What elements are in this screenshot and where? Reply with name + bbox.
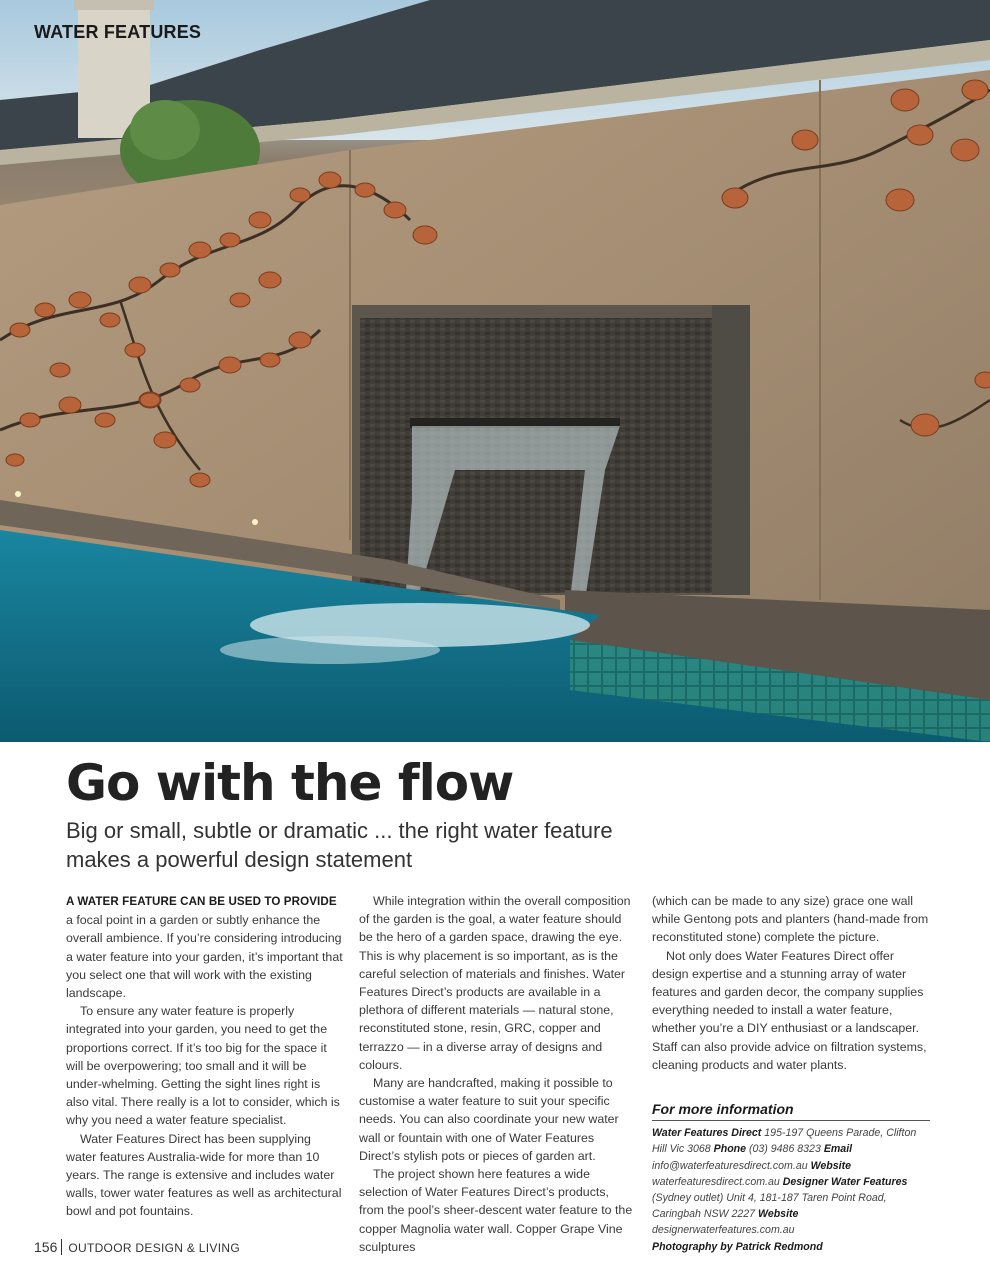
paragraph: While integration within the overall composition of the garden is the goal, a water feature should be the hero of a garden space, drawing the eye. This is why placement is so important, as is the careful selection of materials and finishes. Water Features Direct’s products are available in a plethora of different materials — natural stone, reconstituted stone, resin, GRC, copper and terrazzo — in a diverse array of designs and colours. <box>359 894 631 1072</box>
page-footer <box>34 1239 240 1255</box>
second-company-name: Designer Water Features <box>782 1175 908 1188</box>
paragraph: The project shown here features a wide selection of Water Features Direct’s products, from the pool’s sheer-descent water feature to the copper Magnolia water wall. Copper Grape Vine sculptures <box>359 1167 633 1254</box>
second-company-address: (Sydney outlet) Unit 4, 181-187 Taren Point Road, Caringbah NSW 2227 <box>652 1192 887 1221</box>
lead-in-caps: A WATER FEATURE CAN BE USED TO PROVIDE <box>66 895 337 908</box>
body-column-2 <box>359 892 637 1256</box>
paragraph: Many are handcrafted, making it possible to customise a water feature to suit your specific needs. You can also coordinate your new water wall or fountain with one of Water Features Direct’s stylish pots or pieces of garden art. <box>359 1076 619 1163</box>
magazine-name: OUTDOOR DESIGN & LIVING <box>68 1241 240 1255</box>
photo-credit: Photography by Patrick Redmond <box>652 1240 823 1253</box>
website-url: waterfeaturesdirect.com.au <box>652 1175 780 1188</box>
email-label: Email <box>823 1143 853 1156</box>
paragraph: To ensure any water feature is properly integrated into your garden, you need to get the proportions correct. If it’s too big for the space it will be overpowering; too small and it will be under-whelming. Getting the sight lines right is also vital. There really is a lot to consider, which is why you need a water feature specialist. <box>66 1004 340 1128</box>
info-box-contacts <box>652 1125 930 1255</box>
paragraph: (which can be made to any size) grace one wall while Gentong pots and planters (hand-made from reconstituted stone) complete the picture. <box>652 894 929 945</box>
email-address: info@waterfeaturesdirect.com.au <box>652 1159 808 1172</box>
company-name: Water Features Direct <box>652 1127 762 1140</box>
page-number: 156 <box>34 1239 58 1255</box>
article-headline: Go with the flow <box>66 754 514 812</box>
section-tag: WATER FEATURES <box>34 22 202 42</box>
body-column-1 <box>66 892 344 1221</box>
website-label: Website <box>810 1159 851 1172</box>
article-standfirst: Big or small, subtle or dramatic ... the right water feature makes a powerful design statement <box>66 818 613 872</box>
website-url: designerwaterfeatures.com.au <box>652 1224 795 1237</box>
body-column-3 <box>652 892 930 1255</box>
phone-number: (03) 9486 8323 <box>748 1143 821 1156</box>
paragraph-text: a focal point in a garden or subtly enhance the overall ambience. If you’re considering introducing a water feature into your garden, it’s important that you select one that will work with the existing landscape. <box>66 913 343 1001</box>
phone-label: Phone <box>713 1143 747 1156</box>
info-box-heading: For more information <box>652 1100 930 1121</box>
paragraph: Water Features Direct has been supplying water features Australia-wide for more than 10 years. The range is extensive and includes water walls, tower water features as well as architectural bowl and pot fountains. <box>66 1131 342 1219</box>
footer-divider <box>61 1239 62 1255</box>
paragraph <box>66 892 344 1002</box>
company-address: 195-197 Queens Parade, Clifton Hill Vic 3068 <box>652 1127 917 1156</box>
paragraph: Not only does Water Features Direct offer design expertise and a stunning array of water features and garden decor, the company supplies everything needed to install a water feature, whether you’re a DIY enthusiast or a landscaper. Staff can also provide advice on filtration systems, cleaning products and water plants. <box>652 948 927 1072</box>
website-label: Website <box>758 1208 799 1221</box>
